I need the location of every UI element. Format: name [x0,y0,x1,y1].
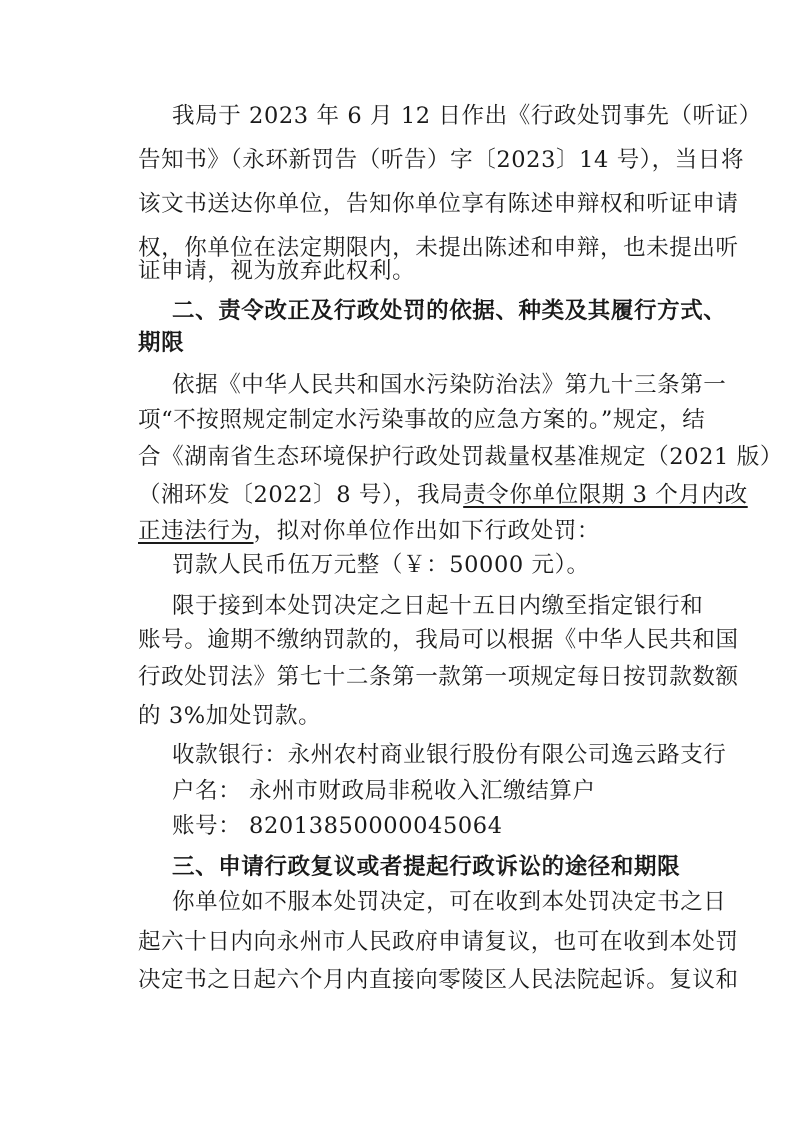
account-number-line: 账号： 82013850000045064 [172,813,503,839]
account-name-line: 户名： 永州市财政局非税收入汇缴结算户 [172,778,596,804]
paragraph-line: 账号。逾期不缴纳罚款的，我局可以根据《中华人民共和国 [138,627,739,653]
paragraph-line: 依据《中华人民共和国水污染防治法》第九十三条第一 [172,372,727,398]
paragraph-line: 行政处罚法》第七十二条第一款第一项规定每日按罚款数额 [138,664,739,690]
underlined-text: 正违法行为 [138,518,254,544]
paragraph-line: 项“不按照规定制定水污染事故的应急方案的。”规定，结 [138,407,706,433]
paragraph-text: （湘环发〔2022〕8 号），我局 [138,482,464,508]
paragraph-line: 证申请，视为放弃此权利。 [138,258,416,284]
paragraph-line [138,516,600,546]
section-heading: 二、责令改正及行政处罚的依据、种类及其履行方式、 [172,298,727,324]
paragraph-line: 你单位如不服本处罚决定，可在收到本处罚决定书之日 [172,889,727,915]
paragraph-line: 罚款人民币伍万元整（￥：50000 元）。 [172,552,590,578]
paragraph-line: 的 3%加处罚款。 [138,703,322,729]
paragraph-line: 限于接到本处罚决定之日起十五日内缴至指定银行和 [172,593,704,619]
paragraph-line: 该文书送达你单位，告知你单位享有陈述申辩权和听证申请 [138,191,739,217]
paragraph-line: 起六十日内向永州市人民政府申请复议，也可在收到本处罚 [138,929,739,955]
section-heading: 期限 [138,330,185,356]
paragraph-line: 权，你单位在法定期限内，未提出陈述和申辩，也未提出听 [138,235,739,261]
paragraph-line: 我局于 2023 年 6 月 12 日作出《行政处罚事先（听证） [172,103,762,129]
section-heading: 三、申请行政复议或者提起行政诉讼的途径和期限 [172,854,681,880]
paragraph-line: 告知书》（永环新罚告（听告）字〔2023〕14 号），当日将 [138,147,745,173]
paragraph-line: 决定书之日起六个月内直接向零陵区人民法院起诉。复议和 [138,967,739,993]
paragraph-text: ，拟对你单位作出如下行政处罚： [253,518,601,544]
bank-name-line: 收款银行：永州农村商业银行股份有限公司逸云路支行 [172,742,727,768]
paragraph-line: 合《湖南省生态环境保护行政处罚裁量权基准规定（2021 版） [138,444,783,470]
paragraph-line [138,480,748,510]
underlined-text: 责令你单位限期 3 个月内改 [463,482,748,508]
